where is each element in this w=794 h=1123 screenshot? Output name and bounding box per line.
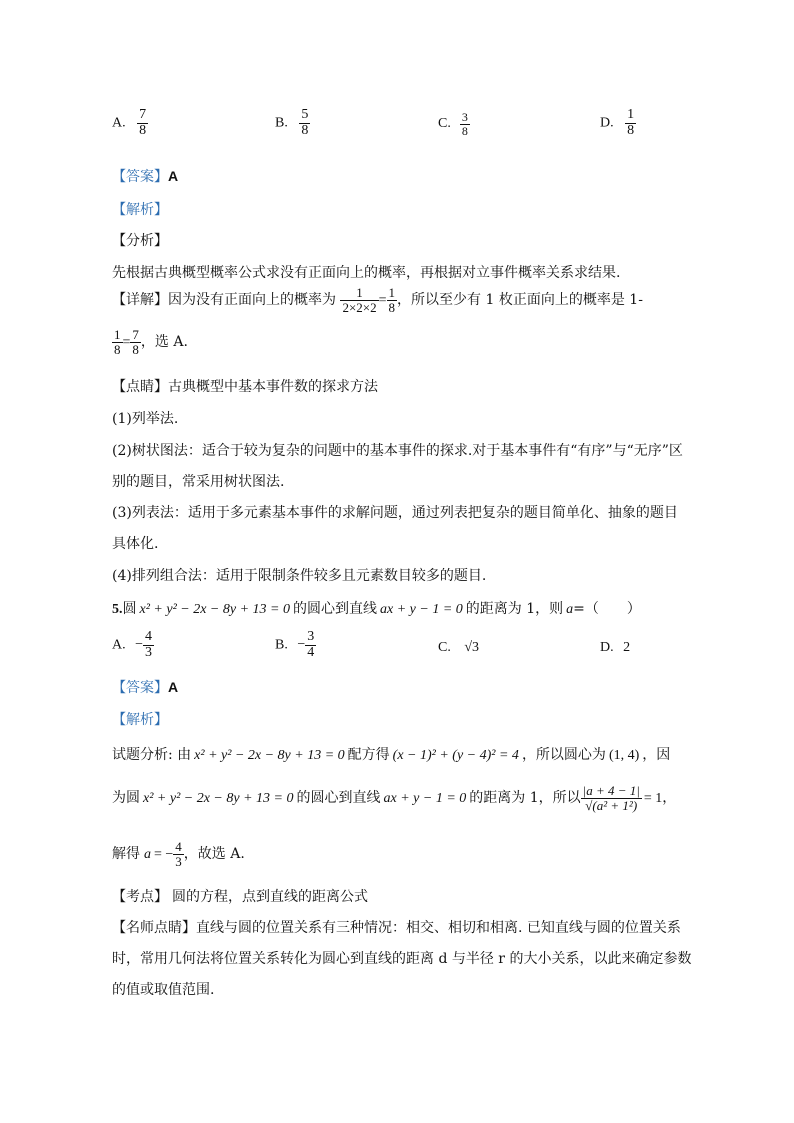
kaodian-tag: 【考点】 xyxy=(112,889,168,905)
sol-text: ，故选 A. xyxy=(183,846,245,863)
stem-text: =（ ） xyxy=(573,601,641,617)
fraction-numerator: 1 xyxy=(627,107,635,122)
standard-equation: (x − 1)² + (y − 4)² = 4 xyxy=(392,748,519,763)
fraction-numerator: 7 xyxy=(139,107,147,122)
sol-text: 试题分析: 由 xyxy=(112,747,192,763)
detail-text: 因为没有正面向上的概率为 xyxy=(168,292,336,309)
detail-fraction-1 xyxy=(340,286,378,314)
fraction-numerator: 1 xyxy=(114,327,121,342)
fraction-denominator: 8 xyxy=(301,122,309,138)
q5-answer-line xyxy=(112,677,178,697)
q4-option-b xyxy=(275,108,310,138)
ms-text: 直线与圆的位置关系有三种情况：相交、相切和相离. 已知直线与圆的位置关系 xyxy=(196,920,681,936)
q4-analysis-tag: 【解析】 xyxy=(112,202,168,218)
q4-tip-1: (1)列举法. xyxy=(112,411,179,427)
option-label: C. xyxy=(438,640,451,655)
sol-text: 解得 xyxy=(112,846,140,863)
q5-ms-line-2: 时，常用几何法将位置关系转化为圆心到直线的距离 d 与半径 r 的大小关系，以此来确定参数 xyxy=(112,951,692,967)
circle-equation: x² + y² − 2x − 8y + 13 = 0 xyxy=(143,791,294,807)
q4-tip-2b: 别的题目，常采用树状图法. xyxy=(112,474,285,490)
option-label: A. xyxy=(112,637,126,653)
answer-tag: 【答案】 xyxy=(112,169,168,185)
variable-a: a xyxy=(566,602,574,617)
q4-tip-4: (4)排列组合法：适用于限制条件较多且元素数目较多的题目. xyxy=(112,568,487,584)
circle-equation: x² + y² − 2x − 8y + 13 = 0 xyxy=(139,602,290,617)
fraction-denominator: √(a² + 1²) xyxy=(585,797,638,813)
q4-answer-line xyxy=(112,166,178,186)
option-label: D. xyxy=(600,115,614,131)
fraction-numerator: 4 xyxy=(145,629,153,644)
fraction-numerator: 1 xyxy=(340,286,378,301)
center-point: (1, 4) xyxy=(608,748,640,763)
fraction-denominator: 3 xyxy=(175,853,182,869)
fraction-numerator: |a + 4 − 1| xyxy=(582,783,640,798)
sqrt-value: √3 xyxy=(464,640,480,655)
option-value: 2 xyxy=(623,640,631,655)
detail-fraction-2 xyxy=(387,286,398,314)
stem-text: 圆 xyxy=(122,601,137,617)
q4-detail-line xyxy=(112,286,643,314)
option-fraction xyxy=(143,630,154,660)
detail-tag: 【详解】 xyxy=(112,292,168,309)
fraction-denominator: 8 xyxy=(627,122,635,138)
detail-fraction-3 xyxy=(112,328,123,356)
option-label: B. xyxy=(275,115,288,131)
equals-minus: = − xyxy=(154,847,174,863)
option-fraction xyxy=(460,111,470,137)
q4-tip-3a: (3)列表法：适用于多元素基本事件的求解问题，通过列表把复杂的题目简单化、抽象的题目 xyxy=(112,505,678,521)
detail-text: ，所以至少有 1 枚正面向上的概率是 1- xyxy=(397,292,643,309)
q5-sol-line-3 xyxy=(112,840,245,868)
sol-text: ，所以圆心为 xyxy=(521,747,606,763)
q5-option-d xyxy=(600,641,630,655)
q5-sol-line-2 xyxy=(112,784,676,812)
answer-value: A xyxy=(168,168,179,184)
q4-fenxi-text: 先根据古典概型概率公式求没有正面向上的概率，再根据对立事件概率关系求结果. xyxy=(112,265,621,281)
option-fraction xyxy=(305,630,316,660)
option-fraction xyxy=(137,108,148,138)
sol-text: 配方得 xyxy=(347,747,390,763)
q4-tip-3b: 具体化. xyxy=(112,536,159,552)
answer-tag: 【答案】 xyxy=(112,680,168,696)
equals-sign: = xyxy=(378,293,387,309)
option-label: B. xyxy=(275,637,288,653)
fraction-numerator: 1 xyxy=(388,285,396,300)
q4-option-c xyxy=(438,111,470,137)
minus-sign: − xyxy=(135,637,144,653)
equals-sign: = xyxy=(122,335,131,351)
option-fraction xyxy=(625,108,636,138)
answer-value: A xyxy=(168,679,179,695)
fraction-numerator: 3 xyxy=(461,110,468,124)
fraction-denominator: 8 xyxy=(132,341,139,357)
q4-tip-line xyxy=(112,376,378,396)
q5-ms-line-1 xyxy=(112,917,681,937)
option-label: C. xyxy=(438,115,451,131)
option-label: A. xyxy=(112,115,126,131)
q5-stem xyxy=(112,598,641,618)
question-number: 5. xyxy=(112,602,123,617)
line-equation: ax + y − 1 = 0 xyxy=(383,791,467,807)
option-label: D. xyxy=(600,640,614,655)
fraction-denominator: 2×2×2 xyxy=(342,299,377,315)
fraction-denominator: 8 xyxy=(461,123,468,138)
fraction-denominator: 8 xyxy=(139,122,147,138)
q4-option-a xyxy=(112,108,148,138)
fraction-denominator: 8 xyxy=(114,341,121,357)
tip-title: 古典概型中基本事件数的探求方法 xyxy=(168,379,378,395)
minus-sign: − xyxy=(297,637,306,653)
fraction-numerator: 4 xyxy=(175,839,182,854)
option-fraction xyxy=(299,108,310,138)
sol-text: 的圆心到直线 xyxy=(296,790,381,807)
q5-option-a xyxy=(112,630,154,660)
detail-text: ，选 A. xyxy=(140,334,188,351)
q4-fenxi-tag: 【分析】 xyxy=(112,233,168,249)
line-equation: ax + y − 1 = 0 xyxy=(380,602,463,617)
fraction-denominator: 3 xyxy=(145,644,153,660)
variable-a: a xyxy=(144,847,151,863)
equals-one: = 1 xyxy=(643,791,663,807)
q5-kaodian-line xyxy=(112,886,368,906)
result-fraction xyxy=(173,840,184,868)
fraction-numerator: 7 xyxy=(132,327,139,342)
kaodian-text: 圆的方程，点到直线的距离公式 xyxy=(172,889,368,905)
sol-text: ，因 xyxy=(642,747,671,763)
q5-sol-line-1 xyxy=(112,744,670,764)
stem-text: 的圆心到直线 xyxy=(293,601,377,617)
fraction-numerator: 3 xyxy=(307,629,315,644)
q4-tip-2a: (2)树状图法：适合于较为复杂的问题中的基本事件的探求.对于基本事件有“有序”与“无序”区 xyxy=(112,443,683,459)
fraction-numerator: 5 xyxy=(301,107,309,122)
tip-tag: 【点睛】 xyxy=(112,379,168,395)
detail-fraction-4 xyxy=(130,328,141,356)
ms-tag: 【名师点睛】 xyxy=(112,920,196,936)
q5-option-c xyxy=(438,641,479,655)
q4-option-d xyxy=(600,108,636,138)
sol-text: ， xyxy=(662,790,677,807)
distance-fraction xyxy=(581,784,642,812)
fraction-denominator: 4 xyxy=(307,644,315,660)
q5-ms-line-3: 的值或取值范围. xyxy=(112,982,215,998)
circle-equation: x² + y² − 2x − 8y + 13 = 0 xyxy=(194,748,345,763)
q5-option-b xyxy=(275,630,316,660)
sol-text: 为圆 xyxy=(112,790,140,807)
fraction-denominator: 8 xyxy=(388,299,396,315)
sol-text: 的距离为 1，所以 xyxy=(469,790,581,807)
q5-analysis-tag: 【解析】 xyxy=(112,712,168,728)
q4-detail-line-2 xyxy=(112,328,188,356)
stem-text: 的距离为 1，则 xyxy=(465,601,564,617)
